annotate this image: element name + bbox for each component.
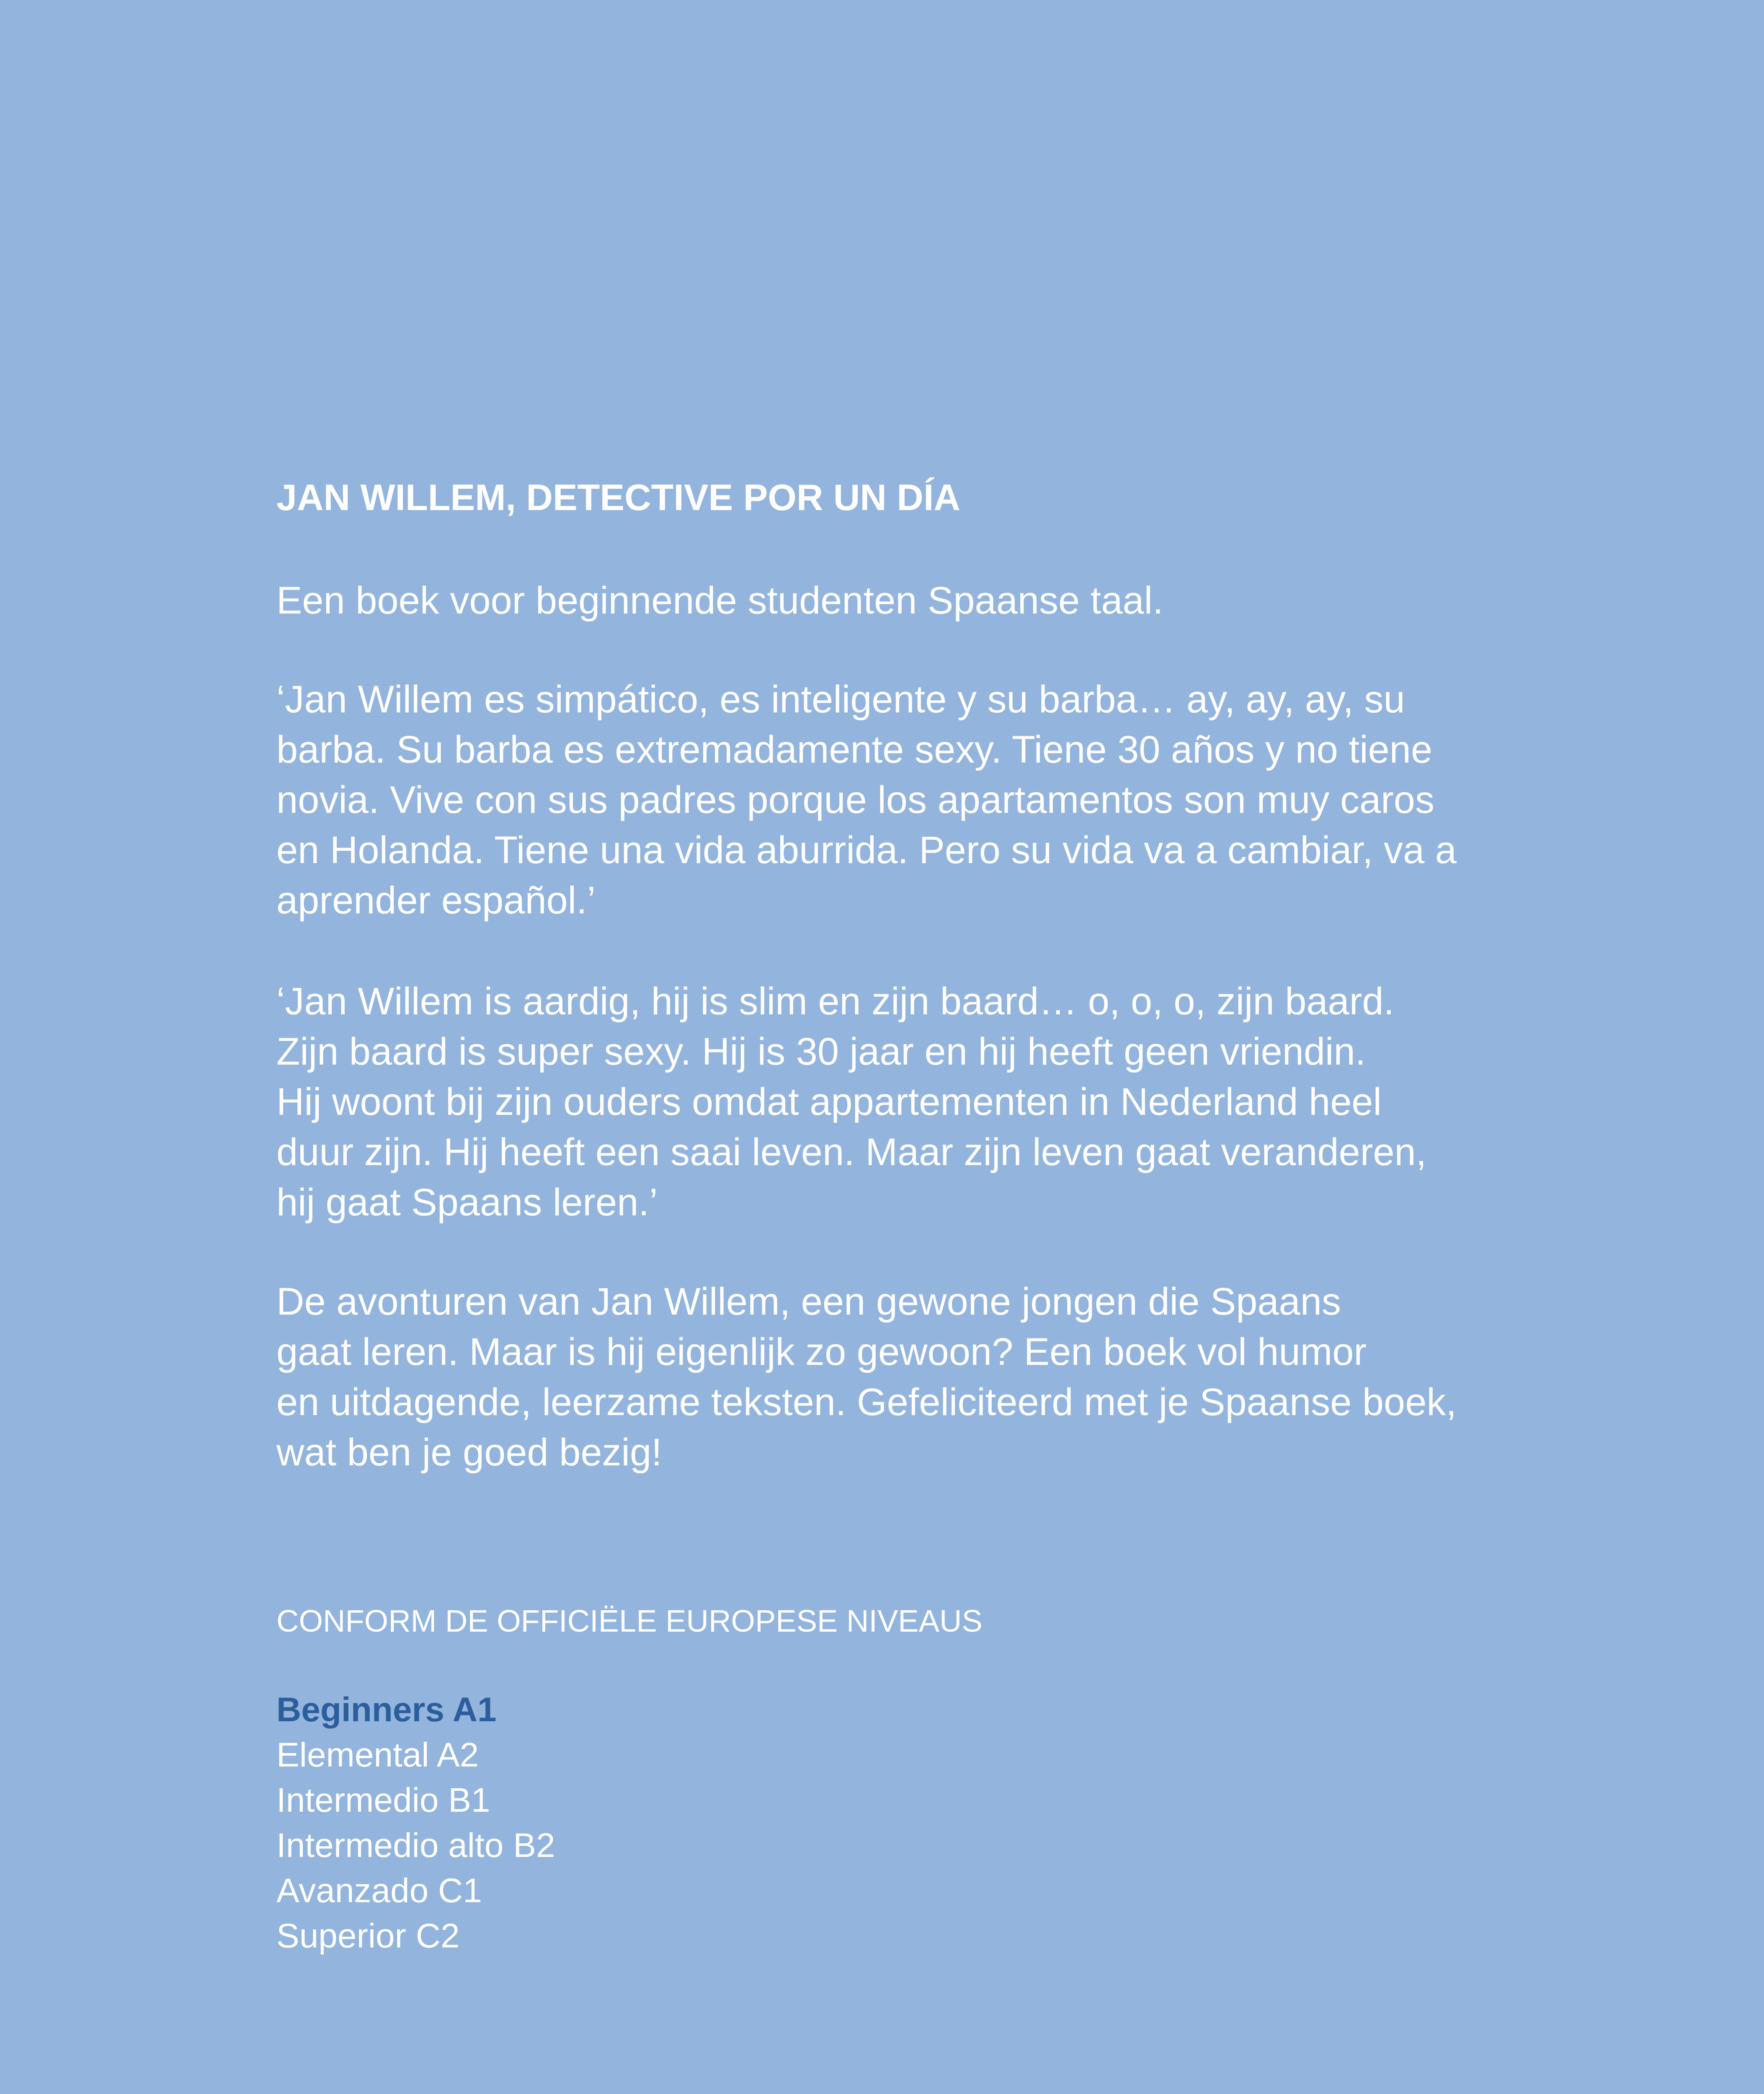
quote-es-line: ‘Jan Willem es simpático, es inteligente y su barba… ay, ay, ay, su: [276, 678, 1405, 721]
quote-nl-line: Zijn baard is super sexy. Hij is 30 jaar en hij heeft geen vriendin.: [276, 1030, 1366, 1073]
level-item: Superior C2: [276, 1917, 460, 1955]
quote-nl-line: ‘Jan Willem is aardig, hij is slim en zijn baard… o, o, o, zijn baard.: [276, 980, 1395, 1023]
book-description: [276, 1277, 1457, 1478]
intro-text: Een boek voor beginnende studenten Spaanse taal.: [276, 579, 1163, 622]
quote-dutch: [276, 976, 1426, 1228]
level-item: Intermedio B1: [276, 1781, 490, 1819]
level-item: Elemental A2: [276, 1736, 479, 1774]
levels-list: [276, 1687, 555, 1959]
quote-nl-line: Hij woont bij zijn ouders omdat appartementen in Nederland heel: [276, 1081, 1382, 1123]
level-item: Intermedio alto B2: [276, 1826, 555, 1864]
quote-nl-line: hij gaat Spaans leren.’: [276, 1181, 658, 1224]
quote-es-line: novia. Vive con sus padres porque los apartamentos son muy caros: [276, 779, 1434, 821]
description-line: en uitdagende, leerzame teksten. Gefeliciteerd met je Spaanse boek,: [276, 1381, 1457, 1424]
level-item: Avanzado C1: [276, 1872, 482, 1910]
quote-es-line: en Holanda. Tiene una vida aburrida. Pero su vida va a cambiar, va a: [276, 829, 1457, 872]
description-line: wat ben je goed bezig!: [276, 1431, 662, 1474]
description-line: gaat leren. Maar is hij eigenlijk zo gewoon? Een boek vol humor: [276, 1331, 1367, 1373]
quote-es-line: barba. Su barba es extremadamente sexy. Tiene 30 años y no tiene: [276, 728, 1432, 771]
quote-es-line: aprender español.’: [276, 879, 596, 922]
quote-nl-line: duur zijn. Hij heeft een saai leven. Maar zijn leven gaat veranderen,: [276, 1131, 1427, 1173]
level-item: Beginners A1: [276, 1691, 497, 1729]
book-title: JAN WILLEM, DETECTIVE POR UN DÍA: [276, 477, 960, 518]
quote-spanish: [276, 674, 1457, 926]
levels-heading: CONFORM DE OFFICIËLE EUROPESE NIVEAUS: [276, 1604, 983, 1638]
description-line: De avonturen van Jan Willem, een gewone jongen die Spaans: [276, 1280, 1341, 1323]
